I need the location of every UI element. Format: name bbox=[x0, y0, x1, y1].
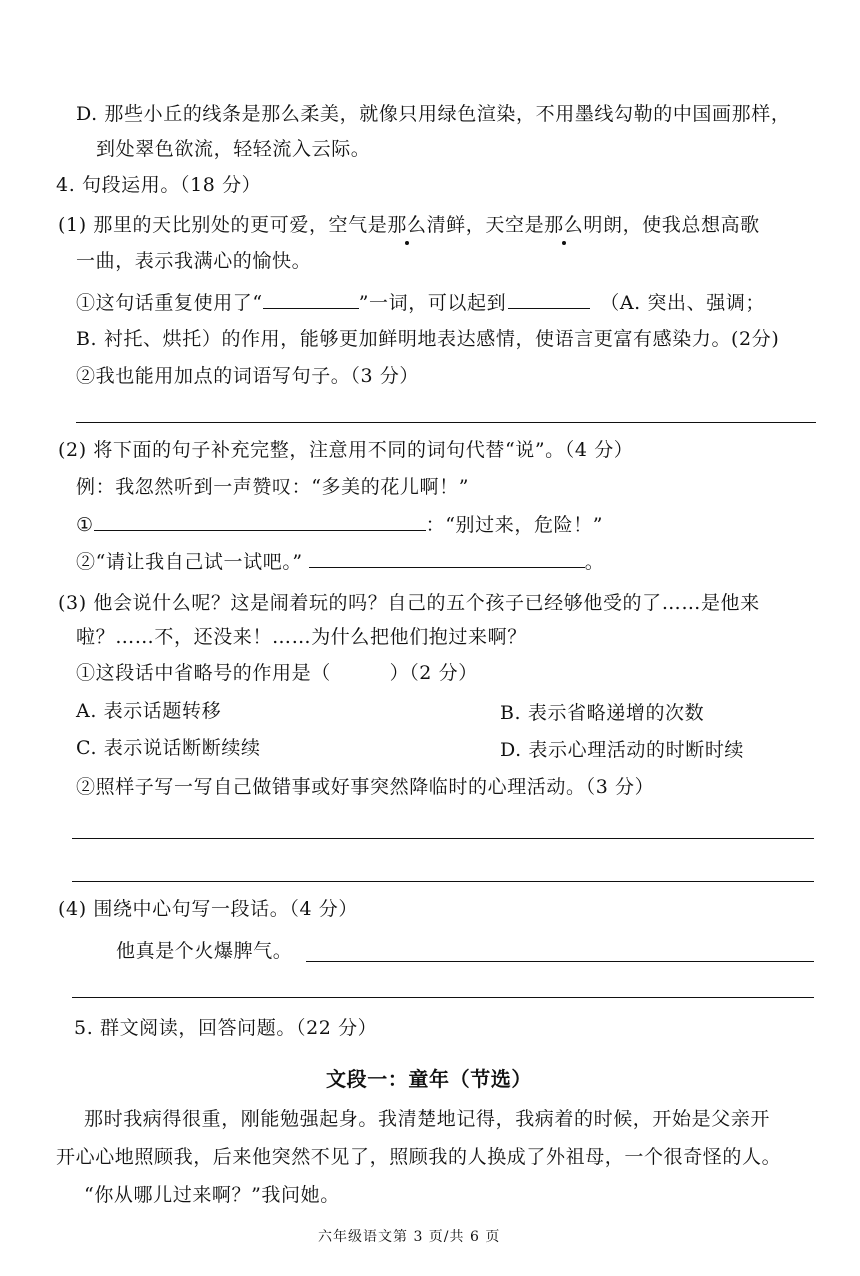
answer-line-q4-4-2[interactable] bbox=[72, 997, 814, 998]
q4-4-topic-sentence: 他真是个火爆脾气。 bbox=[116, 940, 293, 962]
q4-1-sentence-line-2: 一曲，表示我满心的愉快。 bbox=[76, 250, 312, 272]
q4-1-sub2: ②我也能用加点的词语写句子。（3 分） bbox=[76, 365, 420, 387]
q4-1-sentence-line-1 bbox=[58, 212, 760, 238]
q4-1-text-a: (1) 那里的天比别处的更可爱，空气是 bbox=[58, 214, 388, 236]
q4-2-item-1-number: ① bbox=[76, 514, 94, 536]
q4-1-text-c: 明朗，使我总想高歌 bbox=[583, 214, 760, 236]
page-footer: 六年级语文第 3 页/共 6 页 bbox=[318, 1229, 501, 1245]
q4-3-sub1: ①这段话中省略号的作用是（ ）（2 分） bbox=[76, 662, 478, 684]
option-c: C. 表示说话断断续续 bbox=[76, 737, 261, 759]
answer-line-q4-1[interactable] bbox=[76, 422, 816, 423]
dotted-word-1: 那么 bbox=[387, 214, 427, 236]
repeated-word-blank[interactable] bbox=[263, 290, 359, 309]
passage-paragraph-1-line-1: 那时我病得很重，刚能勉强起身。我清楚地记得，我病着的时候，开始是父亲开 bbox=[84, 1108, 771, 1130]
passage-paragraph-2: “你从哪儿过来啊？”我问她。 bbox=[84, 1184, 340, 1206]
question-5-heading: 5. 群文阅读，回答问题。（22 分） bbox=[74, 1017, 378, 1039]
q4-2-example: 例：我忽然听到一声赞叹：“多美的花儿啊！” bbox=[76, 476, 470, 498]
answer-line-q4-3-1[interactable] bbox=[72, 838, 814, 839]
q4-2-item-1 bbox=[76, 512, 603, 538]
q4-2-heading: (2) 将下面的句子补充完整，注意用不同的词句代替“说”。（4 分） bbox=[58, 439, 634, 461]
option-d-line-1: D. 那些小丘的线条是那么柔美，就像只用绿色渲染，不用墨线勾勒的中国画那样， bbox=[76, 103, 791, 125]
q4-2-item-2-blank[interactable] bbox=[309, 549, 585, 568]
q4-1-sub1-line-2: B. 衬托、烘托）的作用，能够更加鲜明地表达感情，使语言更富有感染力。(2分) bbox=[76, 328, 780, 350]
q4-1-sub1-text-b: ”一词，可以起到 bbox=[358, 292, 507, 314]
q4-4-heading: (4) 围绕中心句写一段话。（4 分） bbox=[58, 898, 358, 920]
q4-2-item-2 bbox=[76, 549, 604, 575]
q4-2-item-2-end: 。 bbox=[584, 551, 605, 573]
q4-2-item-2-quote: ②“请让我自己试一试吧。” bbox=[76, 551, 303, 573]
q4-2-item-1-quote: ：“别过来，危险！” bbox=[425, 514, 604, 536]
q4-1-sub1-text-a: ①这句话重复使用了“ bbox=[76, 292, 263, 314]
option-d-line-2: 到处翠色欲流，轻轻流入云际。 bbox=[96, 138, 371, 160]
q4-1-text-b: 清鲜，天空是 bbox=[426, 214, 545, 236]
dotted-word-2: 那么 bbox=[544, 214, 584, 236]
effect-choice-blank[interactable] bbox=[508, 290, 590, 309]
passage-paragraph-1-line-2: 开心心地照顾我，后来他突然不见了，照顾我的人换成了外祖母，一个很奇怪的人。 bbox=[56, 1146, 782, 1168]
q4-1-sub1-line-1 bbox=[76, 290, 765, 316]
option-b: B. 表示省略递增的次数 bbox=[500, 702, 705, 724]
question-4-heading: 4. 句段运用。（18 分） bbox=[56, 174, 262, 196]
option-d: D. 表示心理活动的时断时续 bbox=[500, 739, 745, 761]
answer-line-q4-4-1[interactable] bbox=[306, 961, 814, 962]
passage-title: 文段一：童年（节选） bbox=[326, 1067, 532, 1091]
q4-1-sub1-text-c: （A. 突出、强调； bbox=[600, 292, 766, 314]
answer-line-q4-3-2[interactable] bbox=[72, 881, 814, 882]
q4-3-passage-line-1: (3) 他会说什么呢？这是闹着玩的吗？自己的五个孩子已经够他受的了……是他来 bbox=[58, 592, 760, 614]
q4-3-passage-line-2: 啦？……不，还没来！……为什么把他们抱过来啊？ bbox=[76, 626, 527, 648]
option-a: A. 表示话题转移 bbox=[76, 700, 222, 722]
q4-2-item-1-blank[interactable] bbox=[94, 512, 426, 531]
q4-3-sub2: ②照样子写一写自己做错事或好事突然降临时的心理活动。（3 分） bbox=[76, 776, 655, 798]
